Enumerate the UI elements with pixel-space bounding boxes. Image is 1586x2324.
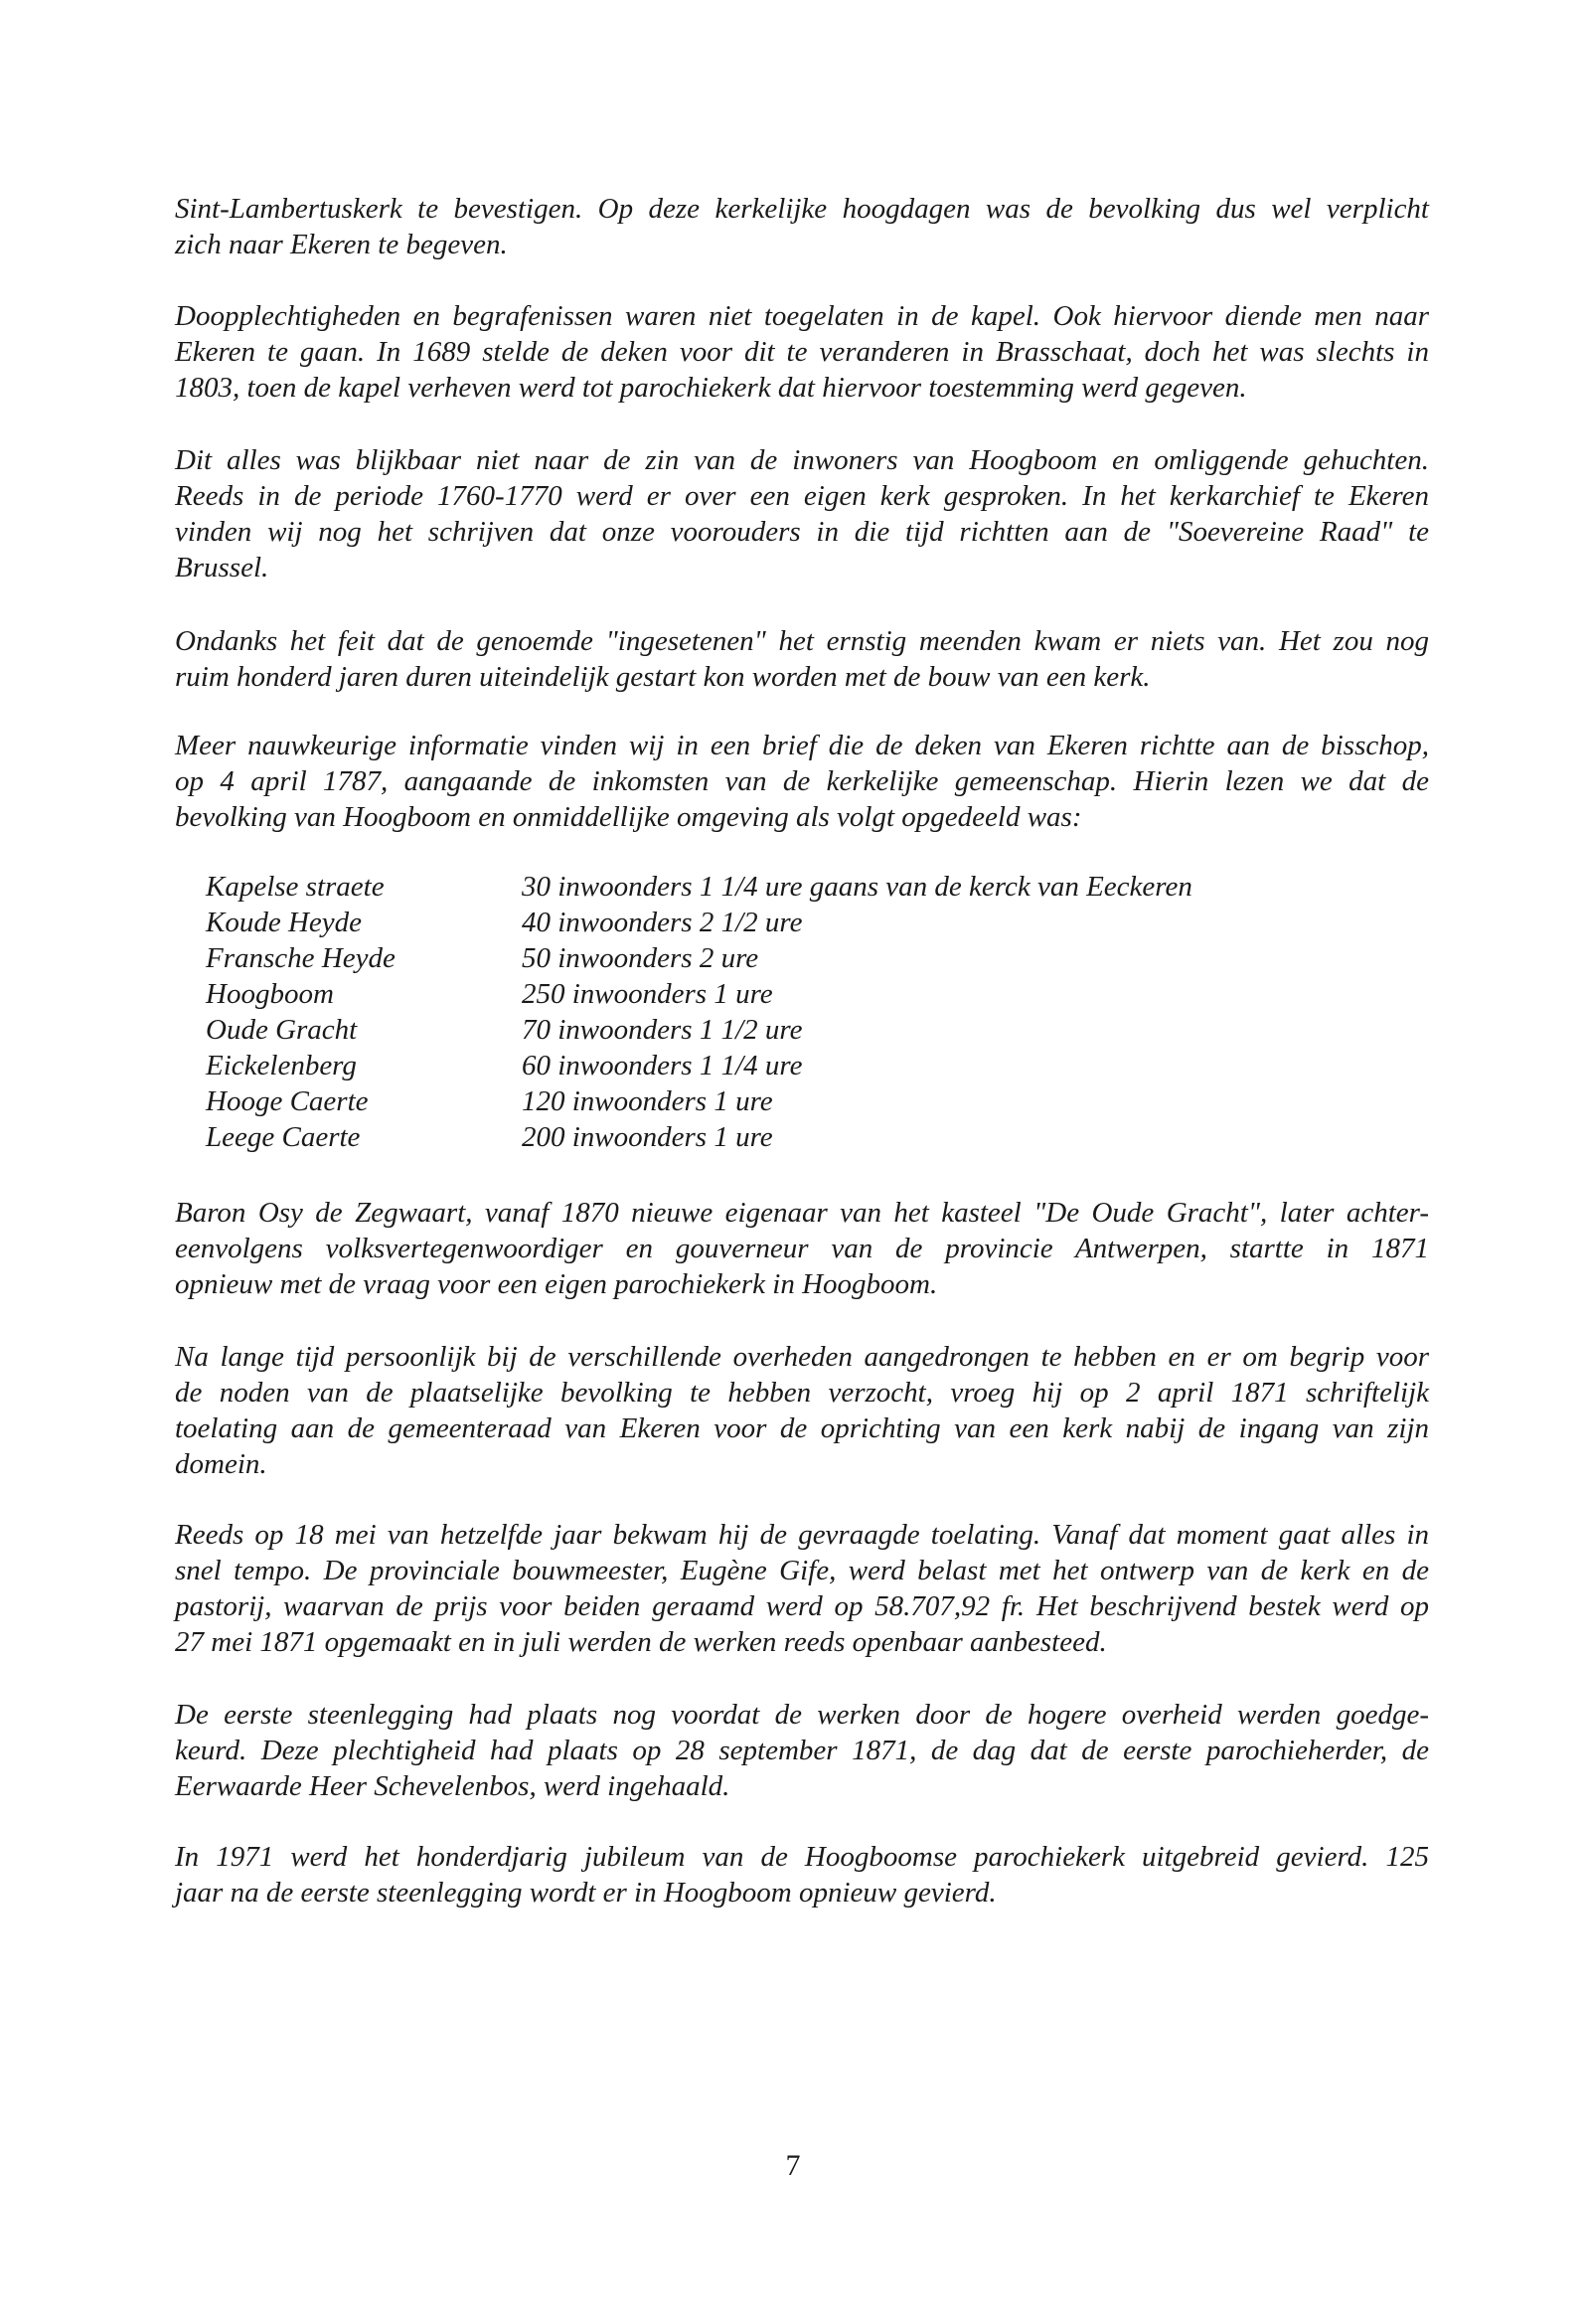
paragraph-6 bbox=[175, 1195, 1429, 1302]
inhabitants-count: 60 inwoonders 1 1/4 ure bbox=[522, 1050, 803, 1081]
paragraph-2 bbox=[175, 298, 1429, 406]
text-line: Baron Osy de Zegwaart, vanaf 1870 nieuwe eigenaar van het kasteel "De Oude Gracht", later achter- bbox=[175, 1197, 1429, 1229]
inhabitants-count: 120 inwoonders 1 ure bbox=[522, 1085, 773, 1117]
paragraph-1 bbox=[175, 191, 1429, 262]
text-line: jaar na de eerste steenlegging wordt er in Hoogboom opnieuw gevierd. bbox=[175, 1877, 997, 1909]
table-row bbox=[206, 1119, 1192, 1155]
paragraph-3 bbox=[175, 442, 1429, 585]
text-line: Eerwaarde Heer Schevelenbos, werd ingehaald. bbox=[175, 1770, 730, 1802]
inhabitants-count: 50 inwoonders 2 ure bbox=[522, 942, 759, 974]
text-line: opnieuw met de vraag voor een eigen parochiekerk in Hoogboom. bbox=[175, 1268, 938, 1300]
paragraph-9 bbox=[175, 1697, 1429, 1804]
paragraph-8 bbox=[175, 1517, 1429, 1660]
page-number: 7 bbox=[785, 2149, 801, 2182]
table-row bbox=[206, 905, 1192, 940]
place-name: Koude Heyde bbox=[206, 907, 363, 938]
text-line: pastorij, waarvan de prijs voor beiden geraamd werd op 58.707,92 fr. Het beschrijvend bestek werd op bbox=[175, 1590, 1429, 1622]
text-line: toelating aan de gemeenteraad van Ekeren voor de oprichting van een kerk nabij de ingang van zijn bbox=[175, 1412, 1429, 1444]
inhabitants-count: 250 inwoonders 1 ure bbox=[522, 978, 773, 1010]
table-row bbox=[206, 976, 1192, 1012]
table-row bbox=[206, 1012, 1192, 1048]
text-line: snel tempo. De provinciale bouwmeester, Eugène Gife, werd belast met het ontwerp van de kerk en de bbox=[175, 1555, 1429, 1586]
text-line: Ekeren te gaan. In 1689 stelde de deken voor dit te veranderen in Brasschaat, doch het was slechts in bbox=[175, 336, 1429, 368]
text-line: 1803, toen de kapel verheven werd tot parochiekerk dat hiervoor toestemming werd gegeven. bbox=[175, 372, 1247, 404]
inhabitants-count: 70 inwoonders 1 1/2 ure bbox=[522, 1014, 803, 1046]
text-line: Brussel. bbox=[175, 552, 269, 583]
place-name: Kapelse straete bbox=[206, 871, 385, 903]
text-line: vinden wij nog het schrijven dat onze voorouders in die tijd richtten aan de "Soevereine Raad" te bbox=[175, 516, 1429, 548]
text-line: ruim honderd jaren duren uiteindelijk gestart kon worden met de bouw van een kerk. bbox=[175, 661, 1151, 693]
text-line: Meer nauwkeurige informatie vinden wij in een brief die de deken van Ekeren richtte aan de bisschop, bbox=[175, 730, 1429, 761]
text-line: bevolking van Hoogboom en onmiddellijke omgeving als volgt opgedeeld was: bbox=[175, 801, 1082, 833]
paragraph-10 bbox=[175, 1839, 1429, 1910]
table-row bbox=[206, 1048, 1192, 1083]
text-line: de noden van de plaatselijke bevolking te hebben verzocht, vroeg hij op 2 april 1871 schriftelijk bbox=[175, 1377, 1429, 1409]
text-line: domein. bbox=[175, 1448, 267, 1480]
text-line: Na lange tijd persoonlijk bij de verschillende overheden aangedrongen te hebben en er om begrip voor bbox=[175, 1341, 1429, 1373]
text-line: Sint-Lambertuskerk te bevestigen. Op deze kerkelijke hoogdagen was de bevolking dus wel verplicht bbox=[175, 193, 1429, 225]
inhabitants-count: 40 inwoonders 2 1/2 ure bbox=[522, 907, 803, 938]
text-line: op 4 april 1787, aangaande de inkomsten van de kerkelijke gemeenschap. Hierin lezen we dat de bbox=[175, 765, 1429, 797]
paragraph-4 bbox=[175, 623, 1429, 695]
text-line: Ondanks het feit dat de genoemde "ingesetenen" het ernstig meenden kwam er niets van. Het zou nog bbox=[175, 625, 1429, 657]
text-line: Doopplechtigheden en begrafenissen waren niet toegelaten in de kapel. Ook hiervoor diende men naar bbox=[175, 300, 1429, 332]
text-line: 27 mei 1871 opgemaakt en in juli werden de werken reeds openbaar aanbesteed. bbox=[175, 1626, 1107, 1658]
paragraph-7 bbox=[175, 1339, 1429, 1482]
text-line: Reeds in de periode 1760-1770 werd er over een eigen kerk gesproken. In het kerkarchief te Ekeren bbox=[175, 480, 1429, 512]
text-line: Dit alles was blijkbaar niet naar de zin van de inwoners van Hoogboom en omliggende gehuchten. bbox=[175, 444, 1429, 476]
text-line: zich naar Ekeren te begeven. bbox=[175, 229, 508, 260]
place-name: Fransche Heyde bbox=[206, 942, 396, 974]
text-line: De eerste steenlegging had plaats nog voordat de werken door de hogere overheid werden goedge- bbox=[175, 1699, 1429, 1731]
inhabitants-count: 30 inwoonders 1 1/4 ure gaans van de kerck van Eeckeren bbox=[522, 871, 1192, 903]
place-name: Eickelenberg bbox=[206, 1050, 357, 1081]
text-line: In 1971 werd het honderdjarig jubileum van de Hoogboomse parochiekerk uitgebreid gevierd. 125 bbox=[175, 1841, 1429, 1873]
place-name: Hoogboom bbox=[206, 978, 334, 1010]
text-line: keurd. Deze plechtigheid had plaats op 28 september 1871, de dag dat de eerste parochieherder, de bbox=[175, 1735, 1429, 1766]
table-row bbox=[206, 869, 1192, 905]
table-row bbox=[206, 940, 1192, 976]
text-line: Reeds op 18 mei van hetzelfde jaar bekwam hij de gevraagde toelating. Vanaf dat moment gaat alles in bbox=[175, 1519, 1429, 1551]
place-name: Leege Caerte bbox=[206, 1121, 361, 1153]
population-table bbox=[206, 869, 1192, 1155]
place-name: Oude Gracht bbox=[206, 1014, 358, 1046]
table-row bbox=[206, 1083, 1192, 1119]
place-name: Hooge Caerte bbox=[206, 1085, 369, 1117]
inhabitants-count: 200 inwoonders 1 ure bbox=[522, 1121, 773, 1153]
text-line: eenvolgens volksvertegenwoordiger en gouverneur van de provincie Antwerpen, startte in 1871 bbox=[175, 1233, 1429, 1264]
paragraph-5 bbox=[175, 728, 1429, 835]
